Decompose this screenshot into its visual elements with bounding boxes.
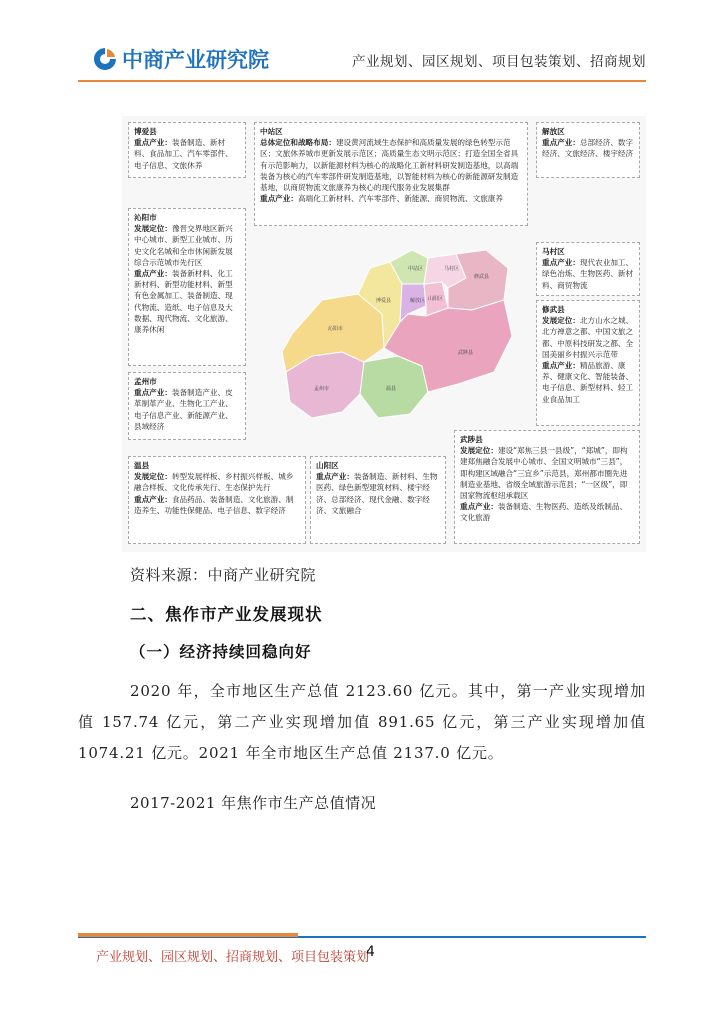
box-boai	[128, 122, 246, 178]
box-text: 豫晋交界地区新兴中心城市、新型工业城市、历史文化名城和全市休闲新发展综合示范城市先行区	[134, 224, 233, 267]
box-wuzhi	[454, 430, 640, 544]
box-label: 重点产业：	[316, 472, 354, 482]
box-title: 修武县	[542, 305, 565, 314]
box-title: 武陟县	[460, 435, 483, 444]
map-label-boai: 博爱县	[376, 298, 392, 304]
map-label-mengzhou: 孟州市	[314, 386, 330, 392]
box-text: 装备制造、新材料、生物医药、绿色新型建筑材料、楼宇经济、总部经济、现代金融、数字经济、文旅融合	[316, 472, 438, 515]
box-text: 装备制造、新材料、食品加工、汽车零部件、电子信息、文旅休养	[134, 138, 233, 170]
box-label: 重点产业：	[134, 494, 172, 504]
map-label-zhongzhan: 中站区	[408, 266, 424, 272]
box-title: 山阳区	[316, 461, 339, 470]
box-wenxian	[128, 456, 306, 544]
box-text: 高端化工新材料、汽车零部件、新能源、商贸物流、文旅康养	[297, 194, 503, 204]
box-title: 解放区	[542, 127, 565, 136]
map-label-macun: 马村区	[444, 266, 460, 272]
map-label-shanyang: 山阳区	[428, 296, 444, 302]
box-title: 马村区	[542, 247, 565, 256]
brand-logo	[92, 44, 269, 74]
chart-caption: 2017-2021 年焦作市生产总值情况	[130, 794, 377, 812]
page-number: 4	[366, 944, 375, 960]
map-label-xiuwu: 修武县	[474, 274, 490, 280]
header-divider	[78, 80, 646, 82]
box-text: 总部经济、数字经济、文旅经济、楼宇经济	[542, 138, 634, 159]
box-label: 重点产业：	[542, 138, 580, 148]
section-heading: 二、焦作市产业发展现状	[130, 605, 323, 624]
header-tagline: 产业规划、园区规划、项目包装策划、招商规划	[352, 54, 646, 70]
body-paragraph: 2020 年，全市地区生产总值 2123.60 亿元。其中，第一产业实现增加值 157.74 亿元，第二产业实现增加值 891.65 亿元，第三产业实现增加值 1074.21 亿元。2021 年全市地区生产总值 2137.0 亿元。	[78, 682, 646, 762]
box-label: 总体定位和战略布局：	[260, 138, 336, 148]
map-label-wuzhi: 武陟县	[458, 350, 474, 356]
box-xiuwu	[536, 300, 640, 426]
box-label: 重点产业：	[134, 388, 172, 398]
box-jiefang	[536, 122, 640, 178]
box-label: 重点产业：	[134, 269, 172, 279]
industry-layout-figure	[122, 116, 646, 552]
box-label: 重点产业：	[260, 194, 298, 204]
box-title: 博爱县	[134, 127, 157, 136]
map-label-wenxian: 温县	[386, 386, 397, 392]
box-text: 建设黄河流域生态保护和高质量发展的绿色转型示范区；文旅休养城市更新发展示范区；高质量生态文明示范区；打造全国全省具有示范影响力，以新能源材料为核心的战略化工新材料研发制造基地，以高端装备为核心的汽车零部件研发制造基地，以智能材料为核心的新能源研发制造基地，以商贸物流文旅康养为核心的现代服务业发展集群	[260, 138, 519, 193]
box-zhongzhan	[254, 122, 528, 226]
footer-accent-bar	[78, 933, 298, 937]
box-title: 中站区	[260, 127, 283, 136]
subsection-heading: （一）经济持续回稳向好	[130, 643, 312, 661]
page-header	[0, 0, 724, 90]
box-label: 重点产业：	[134, 138, 172, 148]
box-title: 沁阳市	[134, 213, 157, 222]
box-qinyang	[128, 208, 246, 366]
box-text: 精品旅游、康养、健康文化、智能装备、电子信息、新型材料、轻工业食品加工	[542, 361, 634, 404]
box-title: 孟州市	[134, 377, 157, 386]
box-label: 重点产业：	[542, 361, 580, 371]
box-text: 现代农业加工、绿色冶炼、生物医药、新材料、商贸物流	[542, 258, 634, 290]
box-label: 发展定位：	[134, 472, 172, 482]
jiaozuo-map	[272, 244, 518, 424]
box-text: 食品药品、装备制造、文化旅游、制造养生、功能性保健品、电子信息、数字经济	[134, 494, 294, 515]
footer-tagline: 产业规划、园区规划、招商规划、项目包装策划	[96, 950, 370, 965]
box-title: 温县	[134, 461, 150, 470]
box-text: 转型发展样板、乡村振兴样板、城乡融合样板、文化传承先行、生态保护先行	[134, 472, 294, 493]
box-mengzhou	[128, 372, 246, 440]
box-shanyang	[310, 456, 446, 544]
box-text: 装备新材料、化工新材料、新型功能材料、新型有色金属加工、装备制造、现代物流、造纸、电子信息及大数据、现代物流、文化旅游、康养休闲	[134, 269, 233, 335]
box-label: 发展定位：	[542, 316, 580, 326]
box-macun	[536, 242, 640, 296]
map-label-jiefang: 解放区	[410, 298, 426, 304]
box-label: 重点产业：	[542, 258, 580, 268]
box-text: 装备制造产业、皮革制革产业、生物化工产业、电子信息产业、新能源产业、县域经济	[134, 388, 233, 431]
box-label: 发展定位：	[460, 446, 498, 456]
figure-source: 资料来源：中商产业研究院	[130, 566, 317, 584]
box-text: 北方山水之城、北方禅意之都、中国文旅之都、中原科技研发之都、全国美丽乡村振兴示范带	[542, 316, 634, 359]
box-text: 建设“郑焦三县一县级”，“郑城”，即构建郑焦融合发展中心城市、全国文明城市“三县”，即构建区域融合“三宜乡”示范县，郑州都市圈先进制造业基地、省级全域旅游示范县；“一区级”，即国家物流枢纽承载区	[460, 446, 628, 501]
logo-mark-icon	[92, 46, 118, 72]
map-label-qinyang: 沁阳市	[328, 326, 344, 332]
logo-text: 中商产业研究院	[122, 48, 269, 72]
box-label: 发展定位：	[134, 224, 172, 234]
box-text: 装备制造、生物医药、造纸及纸制品、文化旅游	[460, 502, 628, 523]
box-label: 重点产业：	[460, 502, 498, 512]
